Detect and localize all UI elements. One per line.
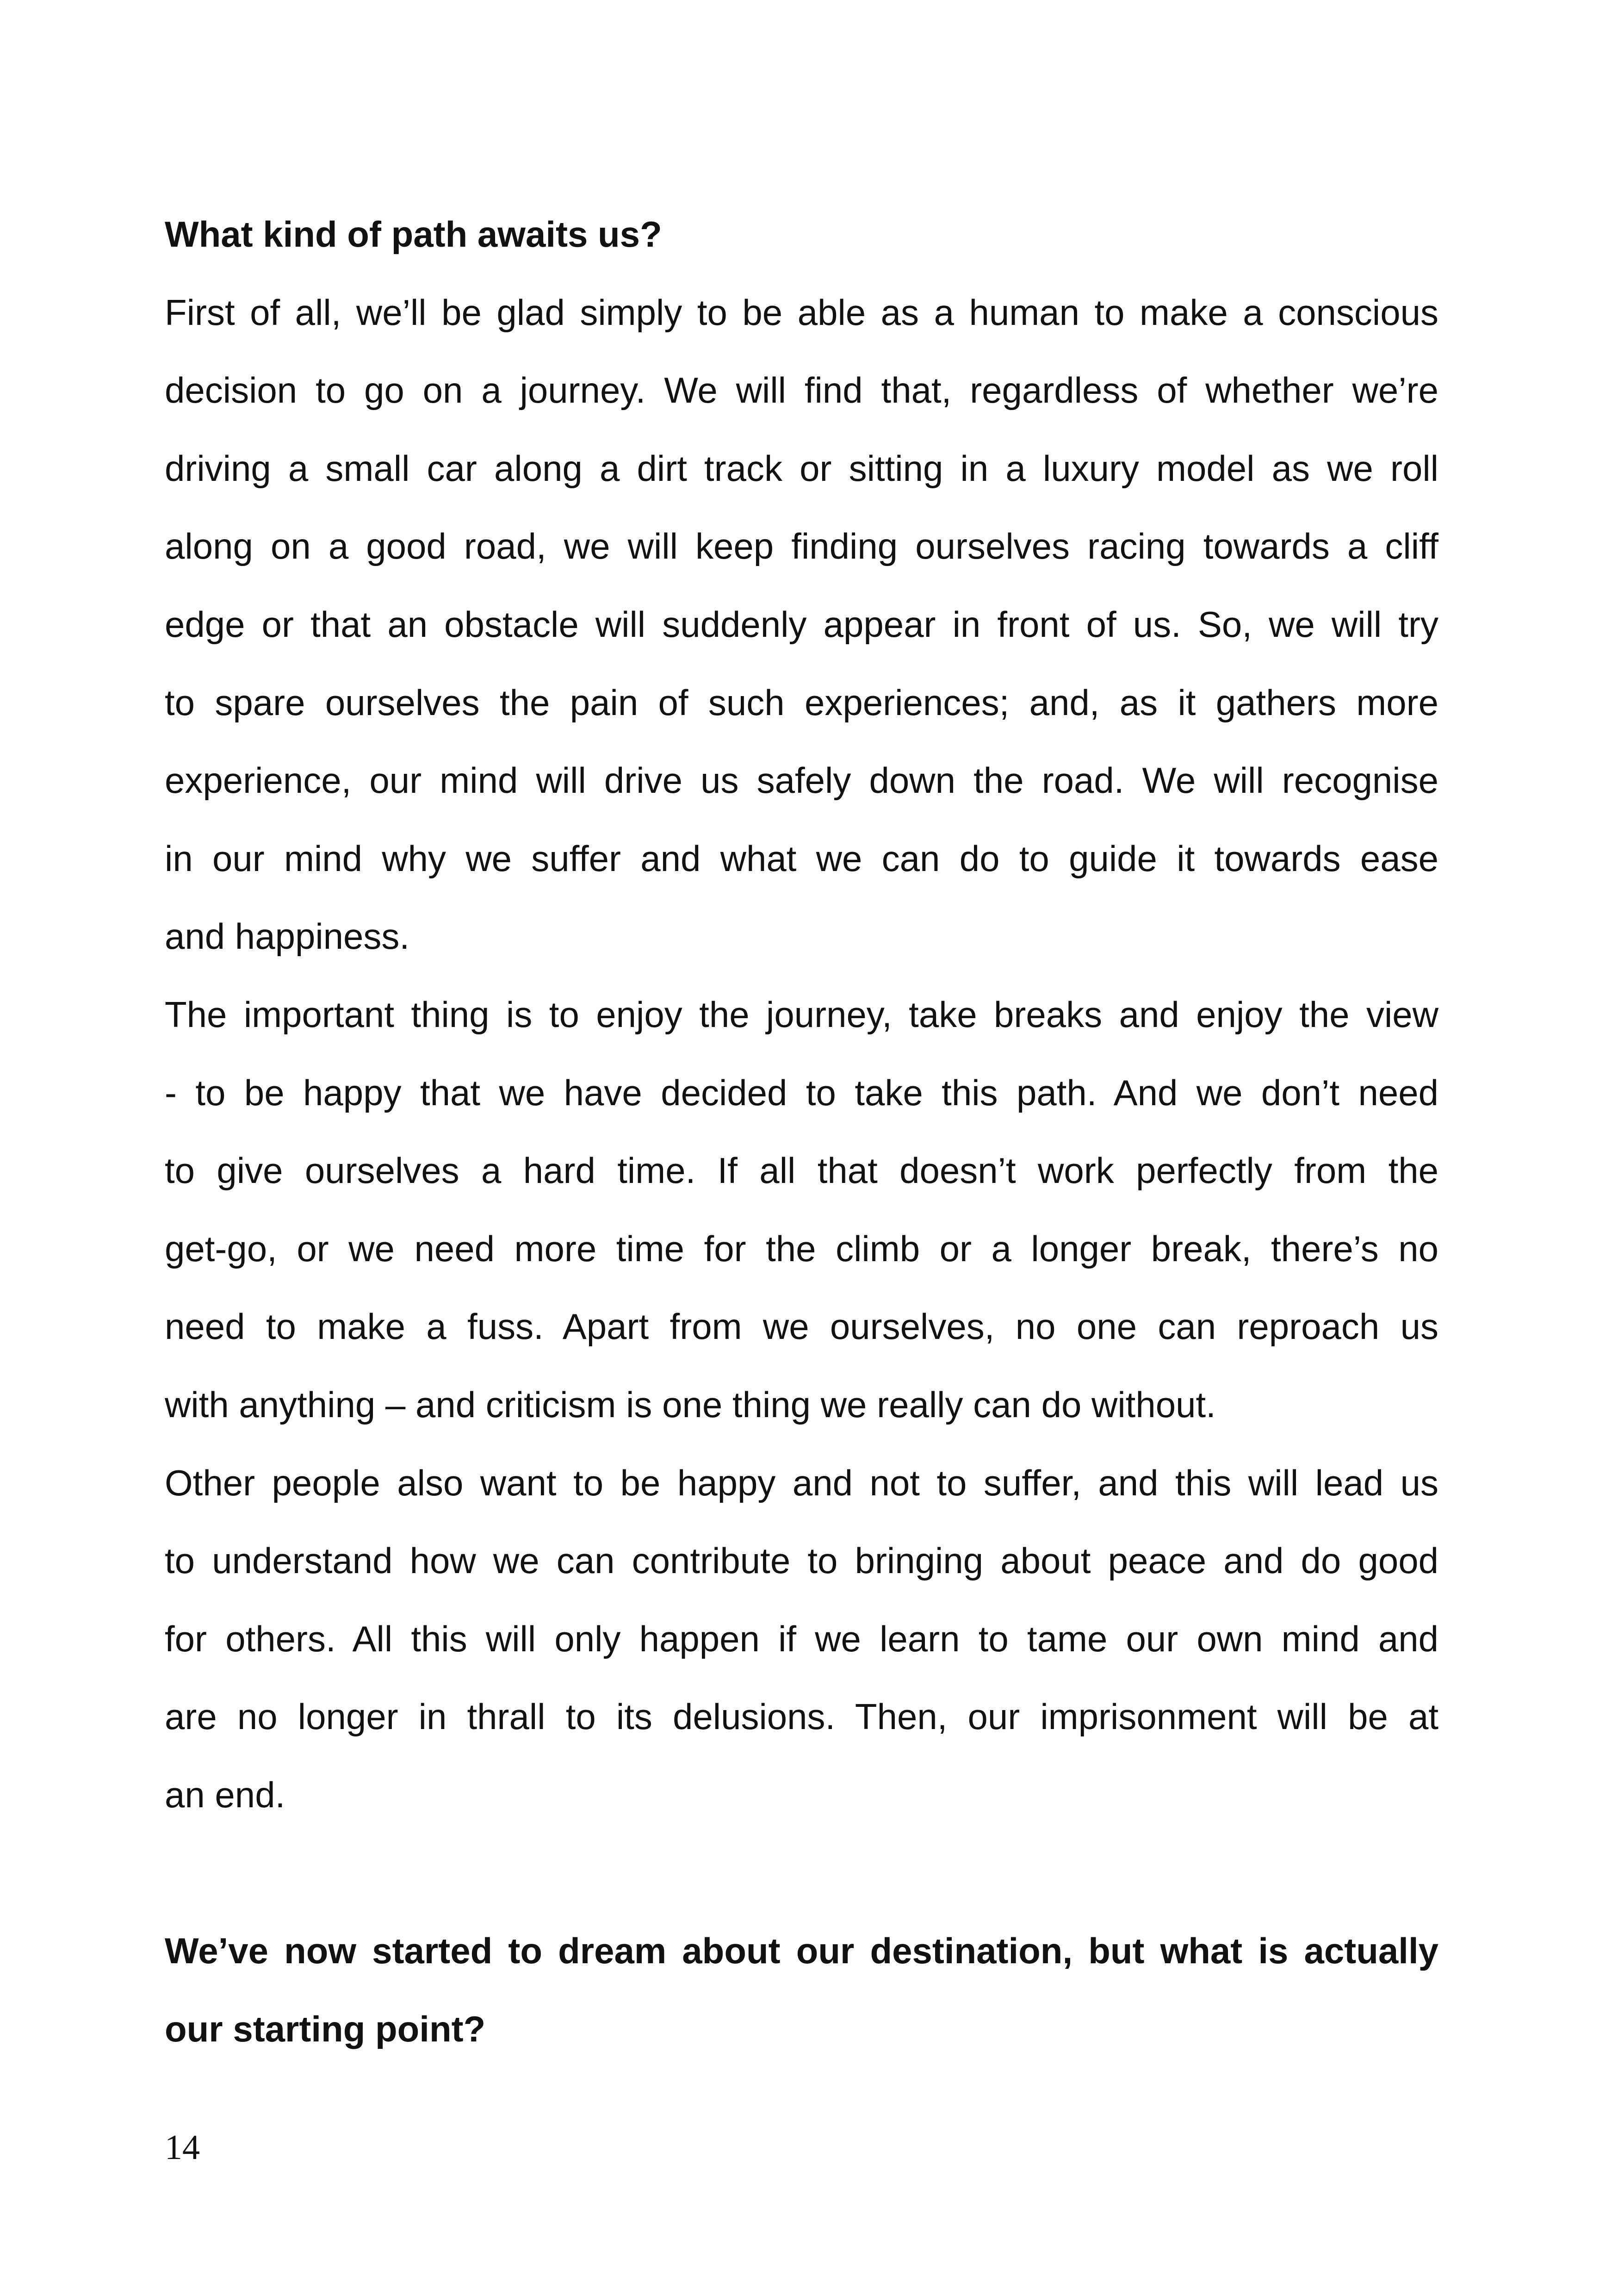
body-text-line: need to make a fuss. Apart from we ourselves, no one can reproach us <box>165 1306 1438 1347</box>
paragraph <box>165 976 1438 1444</box>
body-text-line: decision to go on a journey. We will find that, regardless of whether we’re <box>165 370 1438 411</box>
closing-heading-line: our starting point? <box>165 2008 486 2049</box>
body-text-line: to give ourselves a hard time. If all that doesn’t work perfectly from the <box>165 1150 1438 1191</box>
body-text-line: - to be happy that we have decided to take this path. And we don’t need <box>165 1072 1438 1113</box>
body-text-line: The important thing is to enjoy the journey, take breaks and enjoy the view <box>165 994 1438 1035</box>
body-text-line: Other people also want to be happy and not to suffer, and this will lead us <box>165 1462 1438 1503</box>
body-text-line: are no longer in thrall to its delusions. Then, our imprisonment will be at <box>165 1696 1438 1737</box>
body-text-line: with anything – and criticism is one thing we really can do without. <box>165 1384 1216 1425</box>
closing-heading <box>165 1912 1438 2068</box>
page-number: 14 <box>165 2128 200 2167</box>
body-text-line: along on a good road, we will keep finding ourselves racing towards a cliff <box>165 526 1438 567</box>
closing-heading-line: We’ve now started to dream about our destination, but what is actually <box>165 1930 1438 1972</box>
paragraph <box>165 274 1438 976</box>
body-text-line: to understand how we can contribute to bringing about peace and do good <box>165 1540 1438 1581</box>
paragraph <box>165 1444 1438 1834</box>
page-body <box>165 195 1438 2068</box>
section-heading: What kind of path awaits us? <box>165 214 662 255</box>
body-text-line: First of all, we’ll be glad simply to be able as a human to make a conscious <box>165 292 1438 333</box>
body-text-line: experience, our mind will drive us safely down the road. We will recognise <box>165 760 1438 801</box>
body-text-line: edge or that an obstacle will suddenly appear in front of us. So, we will try <box>165 604 1438 645</box>
paragraph-gap <box>165 1834 1438 1912</box>
body-text-line: to spare ourselves the pain of such experiences; and, as it gathers more <box>165 682 1438 723</box>
body-text-line: and happiness. <box>165 916 410 957</box>
body-text-line: driving a small car along a dirt track or sitting in a luxury model as we roll <box>165 448 1438 489</box>
body-text-line: in our mind why we suffer and what we can do to guide it towards ease <box>165 838 1438 879</box>
body-text-line: get-go, or we need more time for the climb or a longer break, there’s no <box>165 1228 1438 1269</box>
body-text-line: an end. <box>165 1774 285 1815</box>
body-text-line: for others. All this will only happen if we learn to tame our own mind and <box>165 1618 1438 1659</box>
